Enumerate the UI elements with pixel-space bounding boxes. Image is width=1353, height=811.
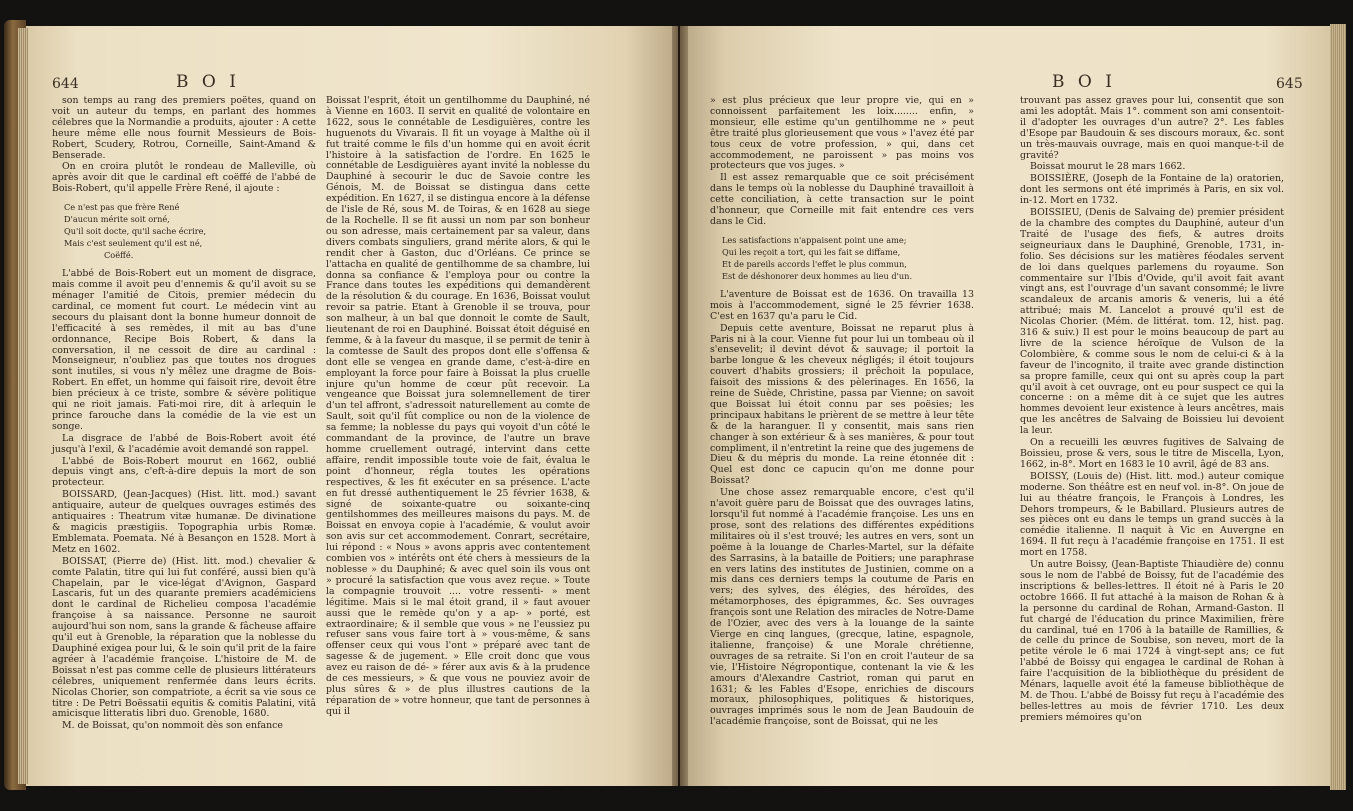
left-page <box>26 26 678 786</box>
poem-line: Mais c'est seulement qu'il est né, <box>64 238 203 249</box>
poem-line: Coëffé. <box>104 250 134 261</box>
right-page-header: B O I <box>1052 72 1116 92</box>
cid-verses <box>722 234 974 282</box>
entry-boissat: BOISSAT, (Pierre de) (Hist. litt. mod.) chevalier & comte Palatin, titre qui lui fut conféré, aussi bien qu'à Chapelain, par le vice-légat d'Avignon, Gaspard Lascaris, fut un des quarante premiers académiciens dont le cardinal de Richelieu composa l'académie françoise à sa naissance. Personne ne sauroit aujourd'hui son nom, sans la grande & fâcheuse affaire qu'il eut à Grenoble, la réparation que la noblesse du Dauphiné exigea pour lui, & le soin qu'il prit de la faire agréer à l'académie françoise. L'histoire de M. de Boissat n'est pas comme celle de plusieurs littérateurs célebres, uniquement renfermée dans leurs écrits. Nicolas Chorier, son compatriote, a écrit sa vie sous ce titre : De Petri Boëssatii equitis & comitis Palatini, vitâ amicisque litteratis libri duo. Grenoble, 1680. <box>52 555 316 720</box>
paragraph: L'abbé de Bois-Robert mourut en 1662, oublié depuis vingt ans, c'eft-à-dire depuis la mort de son protecteur. <box>52 455 316 489</box>
paragraph: Boissat l'esprit, étoit un gentilhomme du Dauphiné, né à Vienne en 1603. Il servit en qualité de volontaire en 1622, sous le connétable de Lesdiguières, contre les huguenots du Vivarais. Il fit un voyage à Malthe où il fut traité comme le fils d'un homme qui en avoit écrit l'histoire à la satisfaction de l'ordre. En 1625 le connétable de Lesdiguières ayant invité la noblesse du Dauphiné à secourir le duc de Savoie contre les Génois, M. de Boissat se distingua dans cette expédition. En 1627, il se distingua encore à la défense de l'isle de Ré, sous M. de Toiras, & en 1628 au siege de la Rochelle. Il se fit aussi un nom par son bonheur ou son adresse, mais certainement par sa valeur, dans divers combats singuliers, grand mérite alors, & qui le rendit cher à Gaston, duc d'Orléans. Ce prince se l'attacha en qualité de gentilhomme de sa chambre, lui donna sa confiance & l'employa pour ou contre la France dans toutes les expéditions qui demandèrent de la résolution & du courage. En 1636, Boissat voulut revoir sa patrie. Etant à Grenoble il se trouva, pour son malheur, à un bal que donnoit le comte de Sault, lieutenant de roi en Dauphiné. Boissat étoit déguisé en femme, & à la faveur du masque, il se permit de tenir à la comtesse de Sault des propos dont elle s'offensa & dont elle se vengea en grande dame, c'est-à-dire en employant la force pour faire à Boissat la plus cruelle injure qu'un homme de cœur pût recevoir. La vengeance que Boissat jura solemnellement de tirer d'un tel affront, s'adressoit naturellement au comte de Sault, soit qu'il fût complice ou non de la violence de sa femme; la noblesse du pays qui voyoit d'un côté le commandant de la province, de l'autre un brave homme cruellement outragé, intervint dans cette affaire, rendit impossible toute voie de fait, évalua le point d'honneur, régla toutes les opérations respectives, & les fit exécuter en sa présence. L'acte en fut dressé authentiquement le 25 février 1638, & signé de soixante-quatre ou soixante-cinq gentilshommes des meilleures maisons du pays. M. de Boissat en envoya copie à l'académie, & voulut avoir son avis sur cet accommodement. Conrart, secrétaire, lui répond : « Nous » avons appris avec contentement combien vos » intérêts ont été chers à messieurs de la noblesse » du Dauphiné; & avec quel soin ils vous ont » procuré la satisfaction que vous avez reçue. » Toute la compagnie trouvoit .... votre ressenti- » ment légitime. Mais si le mal étoit grand, il » faut avouer aussi que le remède qu'on y a ap- » porté, est extraordinaire; & il semble que vous » ne l'eussiez pu refuser sans vous faire tort à » vous-même, & sans offenser ceux qui vous l'ont » préparé avec tant de sagesse & de jugement. » Elle croit donc que vous avez eu raison de dé- » férer aux avis & à la prudence de ces messieurs, » & que vous ne pouviez avoir de plus sûres & » de plus illustres cautions de la réparation de » votre honneur, que tant de personnes à qui il <box>326 95 590 717</box>
left-page-edges <box>18 28 28 784</box>
paragraph: L'abbé de Bois-Robert eut un moment de disgrace, mais comme il avoit peu d'ennemis & qu'il avoit su se ménager l'amitié de Citois, premier médecin du cardinal, ce moment fut court. Le médecin vint au secours du plaisant dont la bonne humeur donnoit de l'efficacité à ses remèdes, il mit au bas d'une ordonnance, Recipe Bois Robert, & dans la conversation, il ne cessoit de dire au cardinal : Monseigneur, n'oubliez pas que toutes nos drogues sont inutiles, si vous n'y mêlez une dragme de Bois-Robert. En effet, un homme qui faisoit rire, devoit être bien précieux à ce triste, sombre & sévère politique qui ne rioit jamais. Fati-moi rire, dit à arlequin le prince farouche dans la comédie de la vie est un songe. <box>52 268 316 432</box>
poem-line: Les satisfactions n'appaisent point une ame; <box>722 234 907 245</box>
paragraph: trouvant pas assez graves pour lui, consentit que son ami les adoptât. Mais 1°. comment son ami consentoit-il d'adopter les ouvrages d'un autre? 2°. Les fables d'Esope par Baudouin & ses discours moraux, &c. sont un très-mauvais ouvrage, mais en quoi manque-t-il de gravité? <box>1020 95 1284 161</box>
right-page-edges <box>1330 24 1346 790</box>
paragraph: On a recueilli les œuvres fugitives de Salvaing de Boissieu, prose & vers, sous le titre de Miscella, Lyon, 1662, in-8°. Mort en 1683 le 10 avril, âgé de 83 ans. <box>1020 437 1284 470</box>
paragraph: Boissat mourut le 28 mars 1662. <box>1030 161 1186 173</box>
poem-line: Ce n'est pas que frère René <box>64 202 180 213</box>
paragraph: M. de Boissat, qu'on nommoit dès son enfance <box>62 720 283 732</box>
poem-line: Qui les reçoit a tort, qui les fait se diffame, <box>722 246 901 257</box>
paragraph: La disgrace de l'abbé de Bois-Robert avoit été jusqu'à l'exil, & l'académie avoit demandé son rappel. <box>52 432 316 455</box>
open-book <box>4 4 1349 807</box>
right-page <box>680 26 1332 786</box>
poem-line: Est de déshonorer deux hommes au lieu d'un. <box>722 270 913 281</box>
left-page-number: 644 <box>52 76 79 92</box>
entry-boissieu: BOISSIEU, (Denis de Salvaing de) premier président de la chambre des comptes du Dauphiné, auteur d'un Traité de l'usage des fiefs, & autres droits seigneuriaux dans le Dauphiné, Grenoble, 1731, in-folio. Ses décisions sur les matières féodales servent de loi dans quelques parlemens du royaume. Son commentaire sur l'Ibis d'Ovide, qu'il avoit fait avant vingt ans, est l'ouvrage d'un savant consommé; le livre scandaleux de arcanis amoris & veneris, lui a été attribué; mais M. Lancelot a prouvé qu'il est de Nicolas Chorier. (Mém. de littérat. tom. 12, hist. pag. 316 & suiv.) Il est pour le moins beaucoup de part au livre de la science héroïque de Vulson de la Colombière, & comme sous le nom de celui-ci & à la faveur de l'incognito, il traite avec grande distinction sa propre famille, ceux qui ont su après coup la part qu'il avoit à cet ouvrage, ont eu pour suspect ce qui la concerne : on a même dit à ce sujet que les autres hommes devoient leur existence à leurs ancêtres, mais que les ancêtres de Salvaing de Boissieu lui devoient la leur. <box>1020 207 1284 437</box>
right-column-2 <box>1020 96 1284 725</box>
left-column-2 <box>326 96 590 719</box>
paragraph: son temps au rang des premiers poëtes, quand on voit un auteur du temps, en parlant des hommes célebres que la Normandie a produits, ajouter : A cette heure même elle nous fournit Messieurs de Bois-Robert, Scudery, Rotrou, Corneille, Saint-Amand & Benserade. <box>52 95 316 161</box>
poem-line: Qu'il soit docte, qu'il sache écrire, <box>64 226 207 237</box>
entry-boissiere: BOISSIÈRE, (Joseph de la Fontaine de la) oratorien, dont les sermons ont été imprimés à Paris, en six vol. in-12. Mort en 1732. <box>1020 173 1284 207</box>
paragraph: » est plus précieux que leur propre vie, qui en » connoissent parfaitement les loix........ enfin, » monsieur, elle estime qu'un gentilhomme ne » peut être traité plus glorieusement que vous » l'avez été par tous ceux de votre profession, » qui, dans cet accommodement, ne paroissent » pas moins vos protecteurs que vos juges. » <box>710 95 974 172</box>
paragraph: On en croira plutôt le rondeau de Malleville, où après avoir dit que le cardinal eft coëffé de l'abbé de Bois-Robert, qu'il appelle Frère René, il ajoute : <box>52 161 316 195</box>
left-page-header: B O I <box>176 72 240 92</box>
paragraph: Une chose assez remarquable encore, c'est qu'il n'avoit guère paru de Boissat que des ouvrages latins, lorsqu'il fut nommé à l'académie françoise. Les uns en prose, sont des relations des différentes expéditions militaires où il s'est trouvé; les autres en vers, sont un poëme à la louange de Charles-Martel, sur la défaite des Sarrasins, à la bataille de Poitiers; une paraphrase en vers latins des institutes de Justinien, comme on a mis dans ces derniers temps la coutume de Paris en vers; des sylves, des élégies, des héroïdes, des métamorphoses, des épigrammes, &c. Ses ouvrages françois sont une Relation des miracles de Notre-Dame de l'Ozier, avec des vers à la louange de la sainte Vierge en cinq langues, (grecque, latine, espagnole, italienne, françoise) & une Morale chrétienne, ouvrages de sa retraite. Si l'on en croit l'auteur de sa vie, l'Histoire Négropontique, contenant la vie & les amours d'Alexandre Castriot, roman qui parut en 1631; & les Fables d'Esope, enrichies de discours moraux, philosophiques, politiques & historiques, ouvrages imprimés sous le nom de Jean Baudouin de l'académie françoise, sont de Boissat, qui ne les <box>710 487 974 728</box>
entry-boissard: BOISSARD, (Jean-Jacques) (Hist. litt. mod.) savant antiquaire, auteur de quelques ouvrages estimés des antiquaires : Theatrum vitæ humanæ. De divinatione & magicis præstigiis. Topographia urbis Romæ. Emblemata. Poemata. Né à Besançon en 1528. Mort à Metz en 1602. <box>52 489 316 555</box>
paragraph: Il est assez remarquable que ce soit précisément dans le temps où la noblesse du Dauphiné travailloit à cette conciliation, à cette transaction sur le point d'honneur, que Corneille mit fait entendre ces vers dans le Cid. <box>710 172 974 227</box>
right-page-number: 645 <box>1276 76 1303 92</box>
paragraph: Depuis cette aventure, Boissat ne reparut plus à Paris ni à la cour. Vienne fut pour lui un tombeau où il s'ensevelit; il devint dévot & sauvage; il portoit la barbe longue & les cheveux négligés; il étoit toujours couvert d'habits grossiers; il prêchoit la populace, faisoit des missions & des pèlerinages. En 1656, la reine de Suède, Christine, passa par Vienne; on savoit que Boissat lui étoit connu par ses poësies; les principaux habitans le prièrent de se mettre à leur tête & de la haranguer. Il y consentit, mais sans rien changer à son extérieur & à ses manières, & pour tout compliment, il n'entretint la reine que des jugemens de Dieu & du mépris du monde. La reine étonnée dit : Quel est donc ce capucin qu'on me donne pour Boissat? <box>710 322 974 487</box>
poem-line: D'aucun mérite soit orné, <box>64 214 170 225</box>
poem-line: Et de pareils accords l'effet le plus commun, <box>722 258 907 269</box>
book-gutter <box>672 26 688 786</box>
right-column-1 <box>710 96 974 729</box>
entry-abbe-de-boissy: Un autre Boissy, (Jean-Baptiste Thiaudière de) connu sous le nom de l'abbé de Boissy, fut de l'académie des inscriptions & belles-lettres. Il étoit né à Paris le 20 octobre 1666. Il fut attaché à la maison de Rohan & à la personne du cardinal de Rohan, Armand-Gaston. Il fut chargé de l'éducation du prince Maximilien, frère du cardinal, tué en 1706 à la bataille de Ramillies, & de celle du prince de Soubise, son neveu, mort de la petite vérole le 6 mai 1724 à vingt-sept ans; ce fut l'abbé de Boissy qui engagea le cardinal de Rohan à faire l'acquisition de la bibliothèque du président de Ménars, laquelle avoit été la fameuse bibliothèque de M. de Thou. L'abbé de Boissy fut reçu à l'académie des belles-lettres au mois de février 1710. Les deux premiers mémoires qu'on <box>1020 559 1284 723</box>
entry-boissy: BOISSY, (Louis de) (Hist. litt. mod.) auteur comique moderne. Son théâtre est en neuf vol. in-8°. On joue de lui au théatre françois, le François à Londres, les Dehors trompeurs, & le Babillard. Plusieurs autres de ses pièces ont eu dans le temps un grand succès à la comédie italienne. Il naquit à Vic en Auvergne en 1694. Il fut reçu à l'académie françoise en 1751. Il est mort en 1758. <box>1020 470 1284 559</box>
left-column-1 <box>52 96 316 733</box>
malleville-rondeau <box>64 201 316 261</box>
paragraph: L'aventure de Boissat est de 1636. On travailla 13 mois à l'accommodement, signé le 25 février 1638. C'est en 1637 qu'a paru le Cid. <box>710 288 974 322</box>
